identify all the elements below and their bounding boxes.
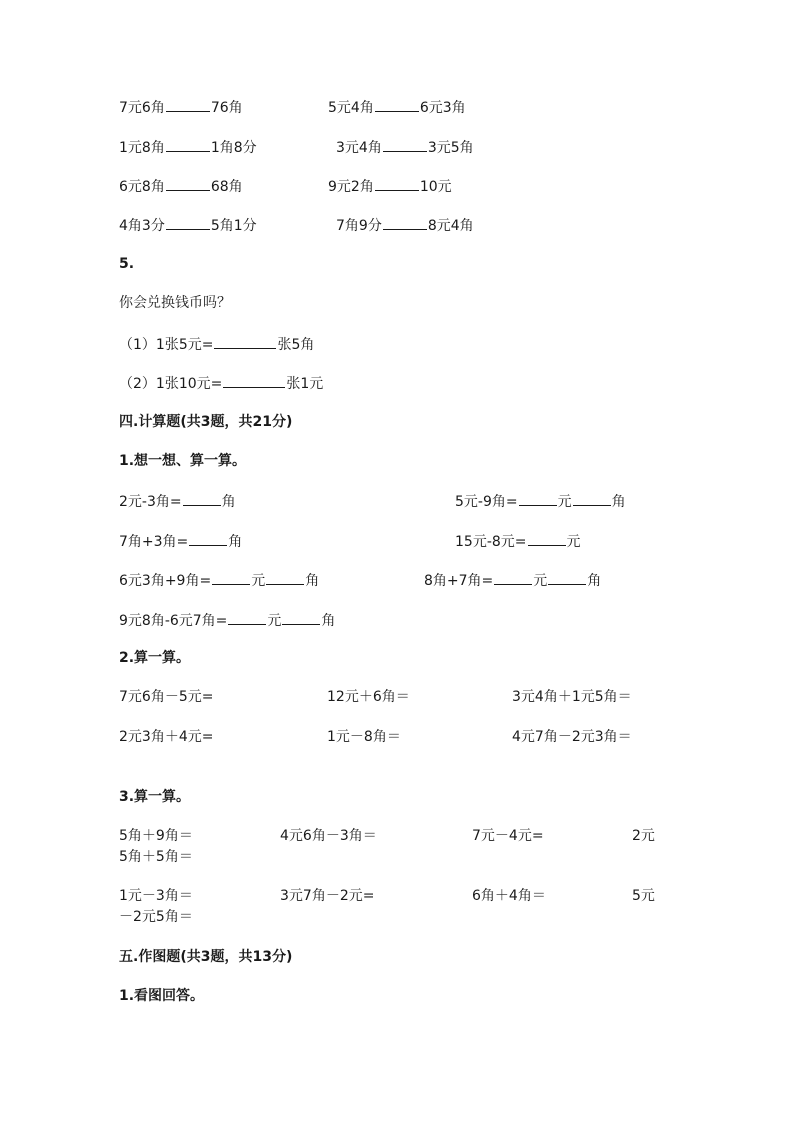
answer-blank[interactable]: [166, 97, 210, 112]
answer-blank[interactable]: [383, 215, 427, 230]
answer-blank[interactable]: [519, 491, 557, 506]
compare-left: 1元8角: [119, 140, 165, 156]
answer-blank[interactable]: [528, 531, 566, 546]
calc-item: 7角+3角= 角: [119, 531, 242, 551]
calc-expression: 1元－8角＝: [327, 729, 401, 745]
answer-blank[interactable]: [223, 373, 285, 388]
question-number: 5.: [119, 256, 135, 272]
answer-blank[interactable]: [166, 215, 210, 230]
compare-right: 8元4角: [427, 218, 474, 234]
compare-left: 3元4角: [336, 140, 382, 156]
compare-item: [119, 215, 257, 235]
answer-blank[interactable]: [228, 610, 266, 625]
calc-item: 5元-9角= 元 角: [455, 491, 626, 511]
calc-expression: 5角＋9角＝: [119, 828, 193, 844]
question-title: 3.算一算。: [119, 789, 191, 805]
section-title: 四.计算题(共3题，共21分): [119, 414, 293, 430]
answer-blank[interactable]: [189, 531, 227, 546]
compare-right: 5角1分: [210, 218, 257, 234]
answer-blank[interactable]: [166, 176, 210, 191]
compare-right: 3元5角: [427, 140, 474, 156]
calc-expression: 7元6角－5元=: [119, 689, 214, 705]
calc-item: 9元8角-6元7角= 元 角: [119, 610, 335, 630]
compare-right: 1角8分: [210, 140, 257, 156]
compare-item: [336, 215, 474, 235]
compare-left: 7元6角: [119, 100, 165, 116]
section-title: 五.作图题(共3题，共13分): [119, 949, 293, 965]
answer-blank[interactable]: [212, 570, 250, 585]
compare-left: 5元4角: [328, 100, 374, 116]
calc-expression: 3元4角＋1元5角＝: [512, 689, 632, 705]
question-title: 2.算一算。: [119, 650, 191, 666]
answer-blank[interactable]: [375, 97, 419, 112]
answer-blank[interactable]: [183, 491, 221, 506]
compare-right: 76角: [210, 100, 243, 116]
compare-item: [119, 97, 243, 117]
compare-item: [328, 176, 452, 196]
exchange-item: （1）1张5元= 张5角: [119, 334, 314, 354]
compare-right: 6元3角: [419, 100, 466, 116]
exchange-item: （2）1张10元= 张1元: [119, 373, 323, 393]
calc-expression: 5元: [632, 888, 655, 904]
calc-expression: 4元6角－3角＝: [280, 828, 377, 844]
answer-blank[interactable]: [375, 176, 419, 191]
question-title: 1.想一想、算一算。: [119, 453, 247, 469]
compare-left: 7角9分: [336, 218, 382, 234]
compare-item: [119, 176, 243, 196]
compare-left: 4角3分: [119, 218, 165, 234]
answer-blank[interactable]: [548, 570, 586, 585]
question-prompt: 你会兑换钱币吗？: [119, 295, 231, 311]
answer-blank[interactable]: [383, 137, 427, 152]
compare-left: 6元8角: [119, 179, 165, 195]
calc-item: 8角+7角= 元 角: [424, 570, 601, 590]
compare-item: [119, 137, 257, 157]
answer-blank[interactable]: [282, 610, 320, 625]
calc-expression: 1元－3角＝: [119, 888, 193, 904]
calc-item: 2元-3角= 角: [119, 491, 236, 511]
calc-expression: 12元＋6角＝: [327, 689, 410, 705]
question-title: 1.看图回答。: [119, 988, 205, 1004]
compare-item: [328, 97, 466, 117]
compare-item: [336, 137, 474, 157]
calc-expression-wrap: 5角＋5角＝: [119, 849, 193, 865]
calc-expression: 6角＋4角＝: [472, 888, 546, 904]
calc-item: 6元3角+9角= 元 角: [119, 570, 319, 590]
calc-expression: 2元: [632, 828, 655, 844]
compare-right: 10元: [419, 179, 452, 195]
calc-expression: 7元－4元=: [472, 828, 544, 844]
calc-item: 15元-8元= 元: [455, 531, 581, 551]
calc-expression: 4元7角－2元3角＝: [512, 729, 632, 745]
calc-expression: 3元7角－2元=: [280, 888, 375, 904]
compare-right: 68角: [210, 179, 243, 195]
compare-left: 9元2角: [328, 179, 374, 195]
answer-blank[interactable]: [573, 491, 611, 506]
calc-expression: 2元3角＋4元=: [119, 729, 214, 745]
answer-blank[interactable]: [166, 137, 210, 152]
calc-expression-wrap: －2元5角＝: [119, 909, 193, 925]
answer-blank[interactable]: [494, 570, 532, 585]
answer-blank[interactable]: [214, 334, 276, 349]
answer-blank[interactable]: [266, 570, 304, 585]
